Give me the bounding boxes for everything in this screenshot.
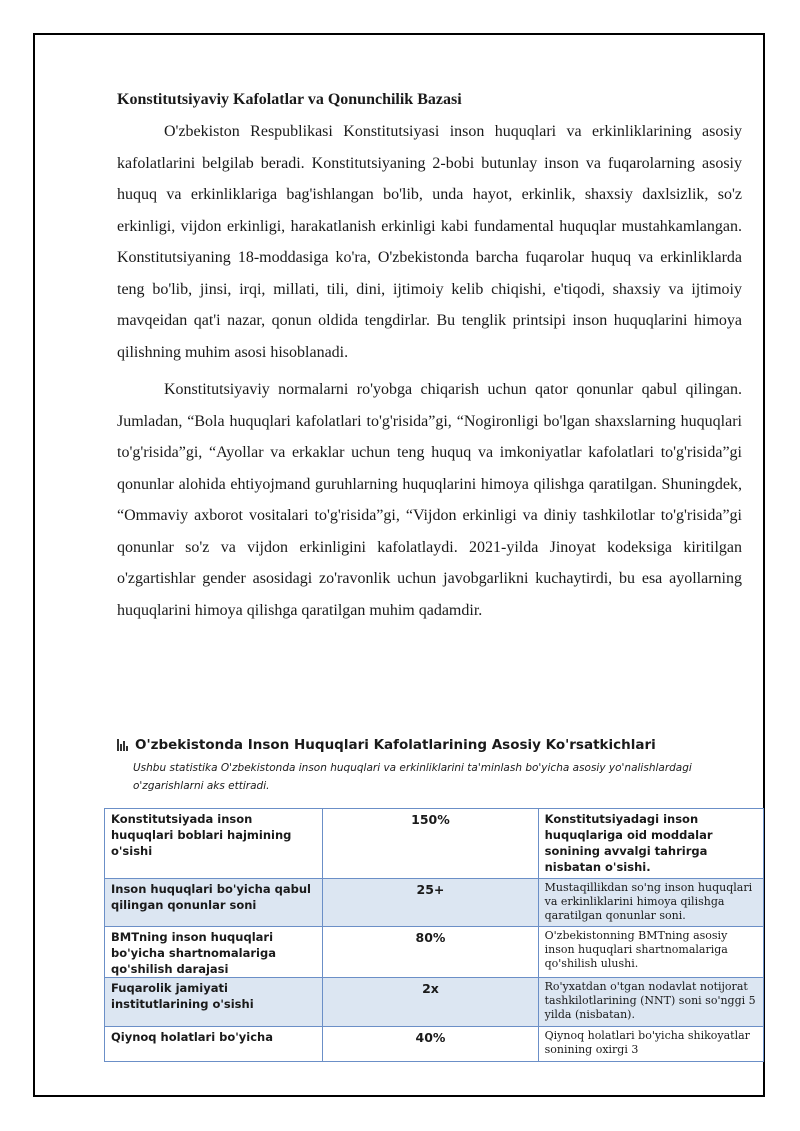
stats-note: Ushbu statistika O'zbekistonda inson huquqlari va erkinliklarini ta'minlash bo'yicha asosiy yo'nalishlardagi o'zgarishlarni aks ettiradi. [133, 762, 692, 792]
document-body [117, 88, 742, 632]
stats-title: O'zbekistonda Inson Huquqlari Kafolatlarining Asosiy Ko'rsatkichlari [135, 737, 656, 753]
table-row [105, 809, 764, 879]
bar-chart-icon [117, 739, 129, 751]
indicator-value: 40% [323, 1027, 538, 1062]
table-row [105, 927, 764, 978]
indicator-description: Ro'yxatdan o'tgan nodavlat notijorat tashkilotlarining (NNT) soni so'nggi 5 yilda (nisbatan). [538, 978, 763, 1027]
indicator-label: Konstitutsiyada inson huquqlari boblari hajmining o'sishi [105, 809, 323, 879]
indicator-description: Konstitutsiyadagi inson huquqlariga oid moddalar sonining avvalgi tahrirga nisbatan o'sishi. [538, 809, 763, 879]
indicator-value: 150% [323, 809, 538, 879]
indicator-label: Fuqarolik jamiyati institutlarining o'sishi [105, 978, 323, 1027]
paragraph-constitution: O'zbekiston Respublikasi Konstitutsiyasi inson huquqlari va erkinliklarining asosiy kafolatlarini belgilab beradi. Konstitutsiyaning 2-bobi butunlay inson va fuqarolarning asosiy huquq va erkinliklariga bag'ishlangan bo'lib, unda hayot, erkinlik, shaxsiy daxlsizlik, so'z erkinligi, vijdon erkinligi, harakatlanish erkinligi kabi fundamental huquqlar mustahkamlangan. Konstitutsiyaning 18-moddasiga ko'ra, O'zbekistonda barcha fuqarolar huquq va erkinliklarda teng bo'lib, jinsi, irqi, millati, tili, dini, ijtimoiy kelib chiqishi, e'tiqodi, shaxsiy va ijtimoiy mavqeidan qat'i nazar, qonun oldida tengdirlar. Bu tenglik printsipi inson huquqlarini himoya qilishning muhim asosi hisoblanadi. [117, 123, 742, 361]
table-row [105, 978, 764, 1027]
indicator-label: Inson huquqlari bo'yicha qabul qilingan qonunlar soni [105, 879, 323, 927]
stats-title-row [117, 735, 767, 755]
table-row [105, 879, 764, 927]
indicator-description: Qiynoq holatlari bo'yicha shikoyatlar sonining oxirgi 3 [538, 1027, 763, 1062]
stats-table [104, 808, 764, 1062]
indicator-value: 2x [323, 978, 538, 1027]
indicator-description: Mustaqillikdan so'ng inson huquqlari va erkinliklarini himoya qilishga qaratilgan qonunlar soni. [538, 879, 763, 927]
indicator-value: 25+ [323, 879, 538, 927]
paragraph-laws: Konstitutsiyaviy normalarni ro'yobga chiqarish uchun qator qonunlar qabul qilingan. Jumladan, “Bola huquqlari kafolatlari to'g'risida”gi, “Nogironligi bo'lgan shaxslarning huquqlari to'g'risida”gi, “Ayollar va erkaklar uchun teng huquq va imkoniyatlar kafolatlari to'g'risida”gi qonunlar alohida ehtiyojmand guruhlarning huquqlarini himoya qilishga qaratilgan. Shuningdek, “Ommaviy axborot vositalari to'g'risida”gi, “Vijdon erkinligi va diniy tashkilotlar to'g'risida”gi qonunlar so'z va vijdon erkinligini kafolatlaydi. 2021-yilda Jinoyat kodeksiga kiritilgan o'zgartishlar gender asosidagi zo'ravonlik uchun javobgarlikni kuchaytirdi, bu esa ayollarning huquqlarini himoya qilishga qaratilgan muhim qadamdir. [117, 381, 742, 619]
stats-header [117, 735, 767, 795]
table-row [105, 1027, 764, 1062]
section-heading: Konstitutsiyaviy Kafolatlar va Qonunchilik Bazasi [117, 91, 462, 108]
indicator-description: O'zbekistonning BMTning asosiy inson huquqlari shartnomalariga qo'shilish ulushi. [538, 927, 763, 978]
indicator-value: 80% [323, 927, 538, 978]
indicator-label: Qiynoq holatlari bo'yicha [105, 1027, 323, 1062]
indicator-label: BMTning inson huquqlari bo'yicha shartnomalariga qo'shilish darajasi [105, 927, 323, 978]
